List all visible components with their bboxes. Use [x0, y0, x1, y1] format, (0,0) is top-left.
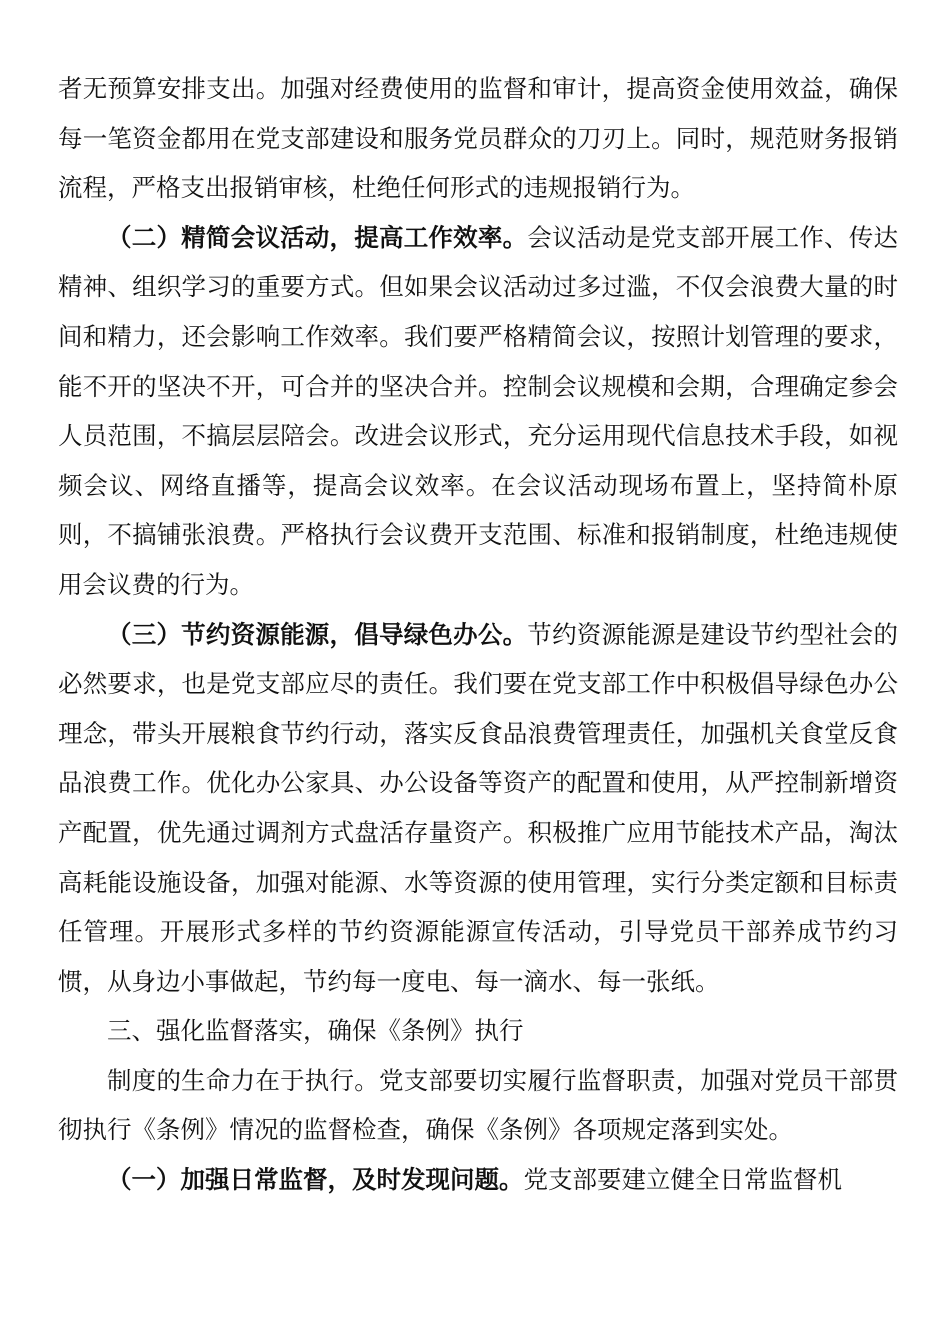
paragraph-text: 会议活动是党支部开展工作、传达精神、组织学习的重要方式。但如果会议活动过多过滥，不仅会浪费大量的时间和精力，还会影响工作效率。我们要严格精简会议，按照计划管理的要求，能不开的坚决不开，可合并的坚决合并。控制会议规模和会期，合理确定参会人员范围，不搞层层陪会。改进会议形式，充分运用现代信息技术手段，如视频会议、网络直播等，提高会议效率。在会议活动现场布置上，坚持简朴原则，不搞铺张浪费。严格执行会议费开支范围、标准和报销制度，杜绝违规使用会议费的行为。 [58, 222, 899, 599]
paragraph-subsection-1 [58, 1155, 898, 1205]
chapter-heading [58, 1006, 898, 1056]
paragraph-text: 党支部要建立健全日常监督机 [523, 1165, 842, 1195]
section-lead: （二）精简会议活动，提高工作效率。 [107, 222, 528, 252]
paragraph-continuation [58, 64, 898, 213]
section-lead: （三）节约资源能源，倡导绿色办公。 [107, 619, 528, 649]
paragraph-text: 制度的生命力在于执行。党支部要切实履行监督职责，加强对党员干部贯彻执行《条例》情况的监督检查，确保《条例》各项规定落到实处。 [58, 1065, 898, 1145]
paragraph-text: 者无预算安排支出。加强对经费使用的监督和审计，提高资金使用效益，确保每一笔资金都用在党支部建设和服务党员群众的刀刃上。同时，规范财务报销流程，严格支出报销审核，杜绝任何形式的违规报销行为。 [58, 74, 898, 203]
paragraph-section-2 [58, 213, 898, 610]
section-lead: （一）加强日常监督，及时发现问题。 [107, 1165, 524, 1195]
document-page [58, 64, 898, 1205]
paragraph-intro [58, 1056, 898, 1155]
chapter-heading-text: 三、强化监督落实，确保《条例》执行 [107, 1016, 524, 1046]
paragraph-text: 节约资源能源是建设节约型社会的必然要求，也是党支部应尽的责任。我们要在党支部工作中积极倡导绿色办公理念，带头开展粮食节约行动，落实反食品浪费管理责任，加强机关食堂反食品浪费工作。优化办公家具、办公设备等资产的配置和使用，从严控制新增资产配置，优先通过调剂方式盘活存量资产。积极推广应用节能技术产品，淘汰高耗能设施设备，加强对能源、水等资源的使用管理，实行分类定额和目标责任管理。开展形式多样的节约资源能源宣传活动，引导党员干部养成节约习惯，从身边小事做起，节约每一度电、每一滴水、每一张纸。 [58, 619, 899, 996]
paragraph-section-3 [58, 610, 898, 1007]
